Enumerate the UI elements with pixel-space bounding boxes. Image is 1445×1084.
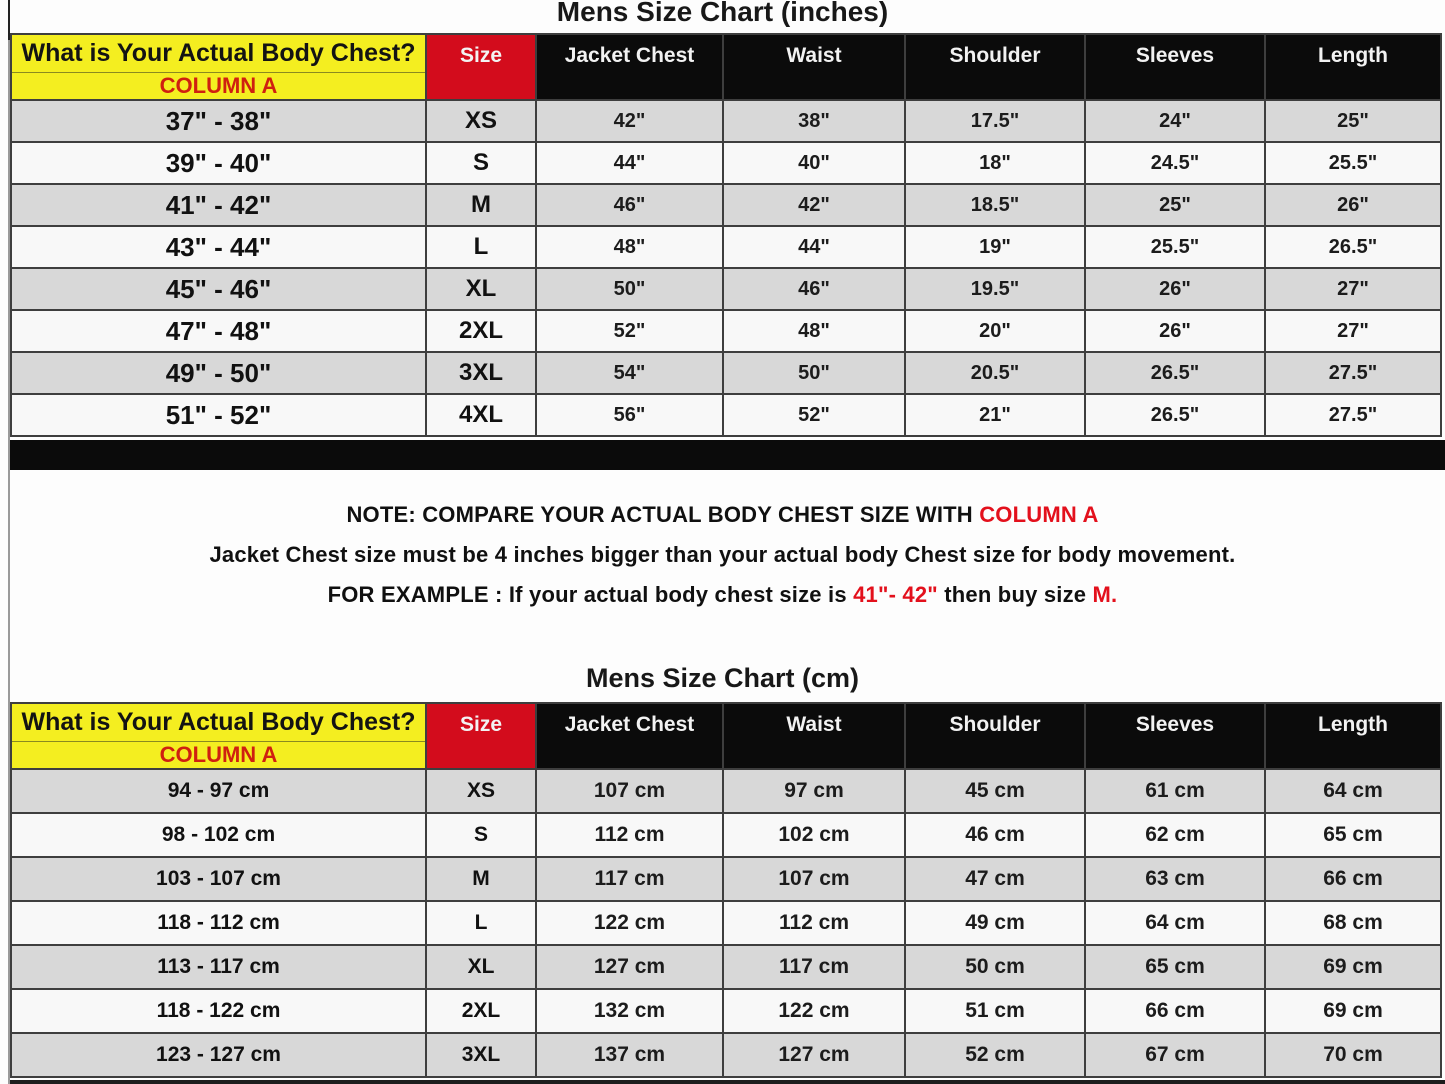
shoulder-cell: 51 cm (905, 989, 1085, 1033)
sleeves-cell: 66 cm (1085, 989, 1265, 1033)
length-cell: 68 cm (1265, 901, 1441, 945)
note-line-3 (0, 582, 1445, 608)
chest-range-cell: 118 - 122 cm (11, 989, 426, 1033)
note-line-3-text: FOR EXAMPLE : If your actual body chest size is (327, 582, 854, 607)
column-a-label: COLUMN A (11, 72, 426, 100)
waist-cell: 112 cm (723, 901, 905, 945)
size-cell: XS (426, 100, 536, 142)
sleeves-cell: 26" (1085, 310, 1265, 352)
size-cell: S (426, 142, 536, 184)
cm-size-table (10, 702, 1442, 1078)
column-header-size: Size (426, 34, 536, 100)
sleeves-cell: 26" (1085, 268, 1265, 310)
inches-table-header (11, 34, 1441, 100)
size-cell: XL (426, 268, 536, 310)
note-line-2: Jacket Chest size must be 4 inches bigger than your actual body Chest size for body movement. (209, 542, 1236, 567)
shoulder-cell: 46 cm (905, 813, 1085, 857)
shoulder-cell: 45 cm (905, 769, 1085, 813)
waist-cell: 102 cm (723, 813, 905, 857)
chest-range-cell: 103 - 107 cm (11, 857, 426, 901)
length-cell: 27.5" (1265, 394, 1441, 436)
waist-cell: 48" (723, 310, 905, 352)
jacket-chest-cell: 56" (536, 394, 723, 436)
size-range-highlight: 41"- 42" (853, 582, 938, 607)
table-row (11, 945, 1441, 989)
size-cell: XS (426, 769, 536, 813)
size-cell: L (426, 901, 536, 945)
table-row (11, 989, 1441, 1033)
size-m-highlight: M. (1092, 582, 1118, 607)
shoulder-cell: 19" (905, 226, 1085, 268)
column-header-sleeves: Sleeves (1085, 34, 1265, 100)
table-row (11, 769, 1441, 813)
jacket-chest-cell: 112 cm (536, 813, 723, 857)
sleeves-cell: 63 cm (1085, 857, 1265, 901)
table-row (11, 184, 1441, 226)
sleeves-cell: 67 cm (1085, 1033, 1265, 1077)
size-cell: 2XL (426, 310, 536, 352)
cm-chart-title: Mens Size Chart (cm) (585, 663, 860, 693)
column-header-length: Length (1265, 703, 1441, 769)
length-cell: 26.5" (1265, 226, 1441, 268)
sleeves-cell: 26.5" (1085, 394, 1265, 436)
table-row (11, 857, 1441, 901)
jacket-chest-cell: 122 cm (536, 901, 723, 945)
shoulder-cell: 20.5" (905, 352, 1085, 394)
jacket-chest-cell: 42" (536, 100, 723, 142)
column-header-shoulder: Shoulder (905, 34, 1085, 100)
table-row (11, 813, 1441, 857)
waist-cell: 117 cm (723, 945, 905, 989)
sleeves-cell: 25.5" (1085, 226, 1265, 268)
chest-range-cell: 98 - 102 cm (11, 813, 426, 857)
shoulder-cell: 47 cm (905, 857, 1085, 901)
length-cell: 26" (1265, 184, 1441, 226)
size-cell: 2XL (426, 989, 536, 1033)
length-cell: 64 cm (1265, 769, 1441, 813)
table-row (11, 901, 1441, 945)
jacket-chest-cell: 50" (536, 268, 723, 310)
shoulder-cell: 19.5" (905, 268, 1085, 310)
chest-range-cell: 113 - 117 cm (11, 945, 426, 989)
shoulder-cell: 52 cm (905, 1033, 1085, 1077)
length-cell: 27" (1265, 268, 1441, 310)
sleeves-cell: 25" (1085, 184, 1265, 226)
chest-range-cell: 118 - 112 cm (11, 901, 426, 945)
table-row (11, 1033, 1441, 1077)
shoulder-cell: 21" (905, 394, 1085, 436)
size-cell: L (426, 226, 536, 268)
column-header-sleeves: Sleeves (1085, 703, 1265, 769)
table-row (11, 268, 1441, 310)
size-cell: 3XL (426, 352, 536, 394)
chest-range-cell: 43" - 44" (11, 226, 426, 268)
sleeves-cell: 62 cm (1085, 813, 1265, 857)
table-row (11, 226, 1441, 268)
column-header-jacket-chest: Jacket Chest (536, 703, 723, 769)
length-cell: 25" (1265, 100, 1441, 142)
length-cell: 66 cm (1265, 857, 1441, 901)
size-cell: S (426, 813, 536, 857)
shoulder-cell: 50 cm (905, 945, 1085, 989)
size-cell: M (426, 184, 536, 226)
chest-range-cell: 37" - 38" (11, 100, 426, 142)
sleeves-cell: 24" (1085, 100, 1265, 142)
sleeves-cell: 65 cm (1085, 945, 1265, 989)
chest-range-cell: 41" - 42" (11, 184, 426, 226)
shoulder-cell: 49 cm (905, 901, 1085, 945)
size-cell: XL (426, 945, 536, 989)
waist-cell: 42" (723, 184, 905, 226)
chest-range-cell: 45" - 46" (11, 268, 426, 310)
inches-size-table (10, 33, 1442, 437)
size-cell: M (426, 857, 536, 901)
column-header-waist: Waist (723, 34, 905, 100)
length-cell: 69 cm (1265, 989, 1441, 1033)
jacket-chest-cell: 137 cm (536, 1033, 723, 1077)
jacket-chest-cell: 132 cm (536, 989, 723, 1033)
inches-table-body (11, 100, 1441, 436)
waist-cell: 122 cm (723, 989, 905, 1033)
chest-range-cell: 94 - 97 cm (11, 769, 426, 813)
length-cell: 70 cm (1265, 1033, 1441, 1077)
bottom-edge-bar (10, 1080, 1445, 1084)
sleeves-cell: 24.5" (1085, 142, 1265, 184)
sleeves-cell: 64 cm (1085, 901, 1265, 945)
waist-cell: 44" (723, 226, 905, 268)
jacket-chest-cell: 127 cm (536, 945, 723, 989)
column-header-length: Length (1265, 34, 1441, 100)
waist-cell: 52" (723, 394, 905, 436)
jacket-chest-cell: 48" (536, 226, 723, 268)
length-cell: 27.5" (1265, 352, 1441, 394)
column-header-jacket-chest: Jacket Chest (536, 34, 723, 100)
jacket-chest-cell: 46" (536, 184, 723, 226)
sleeves-cell: 61 cm (1085, 769, 1265, 813)
jacket-chest-cell: 44" (536, 142, 723, 184)
waist-cell: 38" (723, 100, 905, 142)
shoulder-cell: 20" (905, 310, 1085, 352)
jacket-chest-cell: 117 cm (536, 857, 723, 901)
shoulder-cell: 18" (905, 142, 1085, 184)
column-a-label: COLUMN A (11, 741, 426, 769)
jacket-chest-cell: 107 cm (536, 769, 723, 813)
column-header-body-chest: What is Your Actual Body Chest? (11, 703, 426, 741)
column-a-highlight: COLUMN A (979, 502, 1099, 527)
divider-bar (10, 440, 1445, 470)
note-block (0, 502, 1445, 622)
table-row (11, 394, 1441, 436)
table-row (11, 142, 1441, 184)
shoulder-cell: 17.5" (905, 100, 1085, 142)
waist-cell: 127 cm (723, 1033, 905, 1077)
chest-range-cell: 51" - 52" (11, 394, 426, 436)
column-header-waist: Waist (723, 703, 905, 769)
length-cell: 69 cm (1265, 945, 1441, 989)
length-cell: 65 cm (1265, 813, 1441, 857)
table-row (11, 100, 1441, 142)
chest-range-cell: 49" - 50" (11, 352, 426, 394)
chest-range-cell: 47" - 48" (11, 310, 426, 352)
note-line-1-text: NOTE: COMPARE YOUR ACTUAL BODY CHEST SIZE WITH (346, 502, 980, 527)
length-cell: 27" (1265, 310, 1441, 352)
inches-chart-title: Mens Size Chart (inches) (556, 0, 889, 27)
waist-cell: 46" (723, 268, 905, 310)
jacket-chest-cell: 52" (536, 310, 723, 352)
note-line-3-mid: then buy size (937, 582, 1093, 607)
note-line-1 (0, 502, 1445, 528)
cm-table-body (11, 769, 1441, 1077)
column-header-shoulder: Shoulder (905, 703, 1085, 769)
waist-cell: 107 cm (723, 857, 905, 901)
sleeves-cell: 26.5" (1085, 352, 1265, 394)
waist-cell: 40" (723, 142, 905, 184)
waist-cell: 97 cm (723, 769, 905, 813)
column-header-size: Size (426, 703, 536, 769)
size-cell: 4XL (426, 394, 536, 436)
waist-cell: 50" (723, 352, 905, 394)
jacket-chest-cell: 54" (536, 352, 723, 394)
chest-range-cell: 123 - 127 cm (11, 1033, 426, 1077)
table-row (11, 352, 1441, 394)
shoulder-cell: 18.5" (905, 184, 1085, 226)
table-row (11, 310, 1441, 352)
column-header-body-chest: What is Your Actual Body Chest? (11, 34, 426, 72)
chest-range-cell: 39" - 40" (11, 142, 426, 184)
cm-table-header (11, 703, 1441, 769)
size-cell: 3XL (426, 1033, 536, 1077)
length-cell: 25.5" (1265, 142, 1441, 184)
